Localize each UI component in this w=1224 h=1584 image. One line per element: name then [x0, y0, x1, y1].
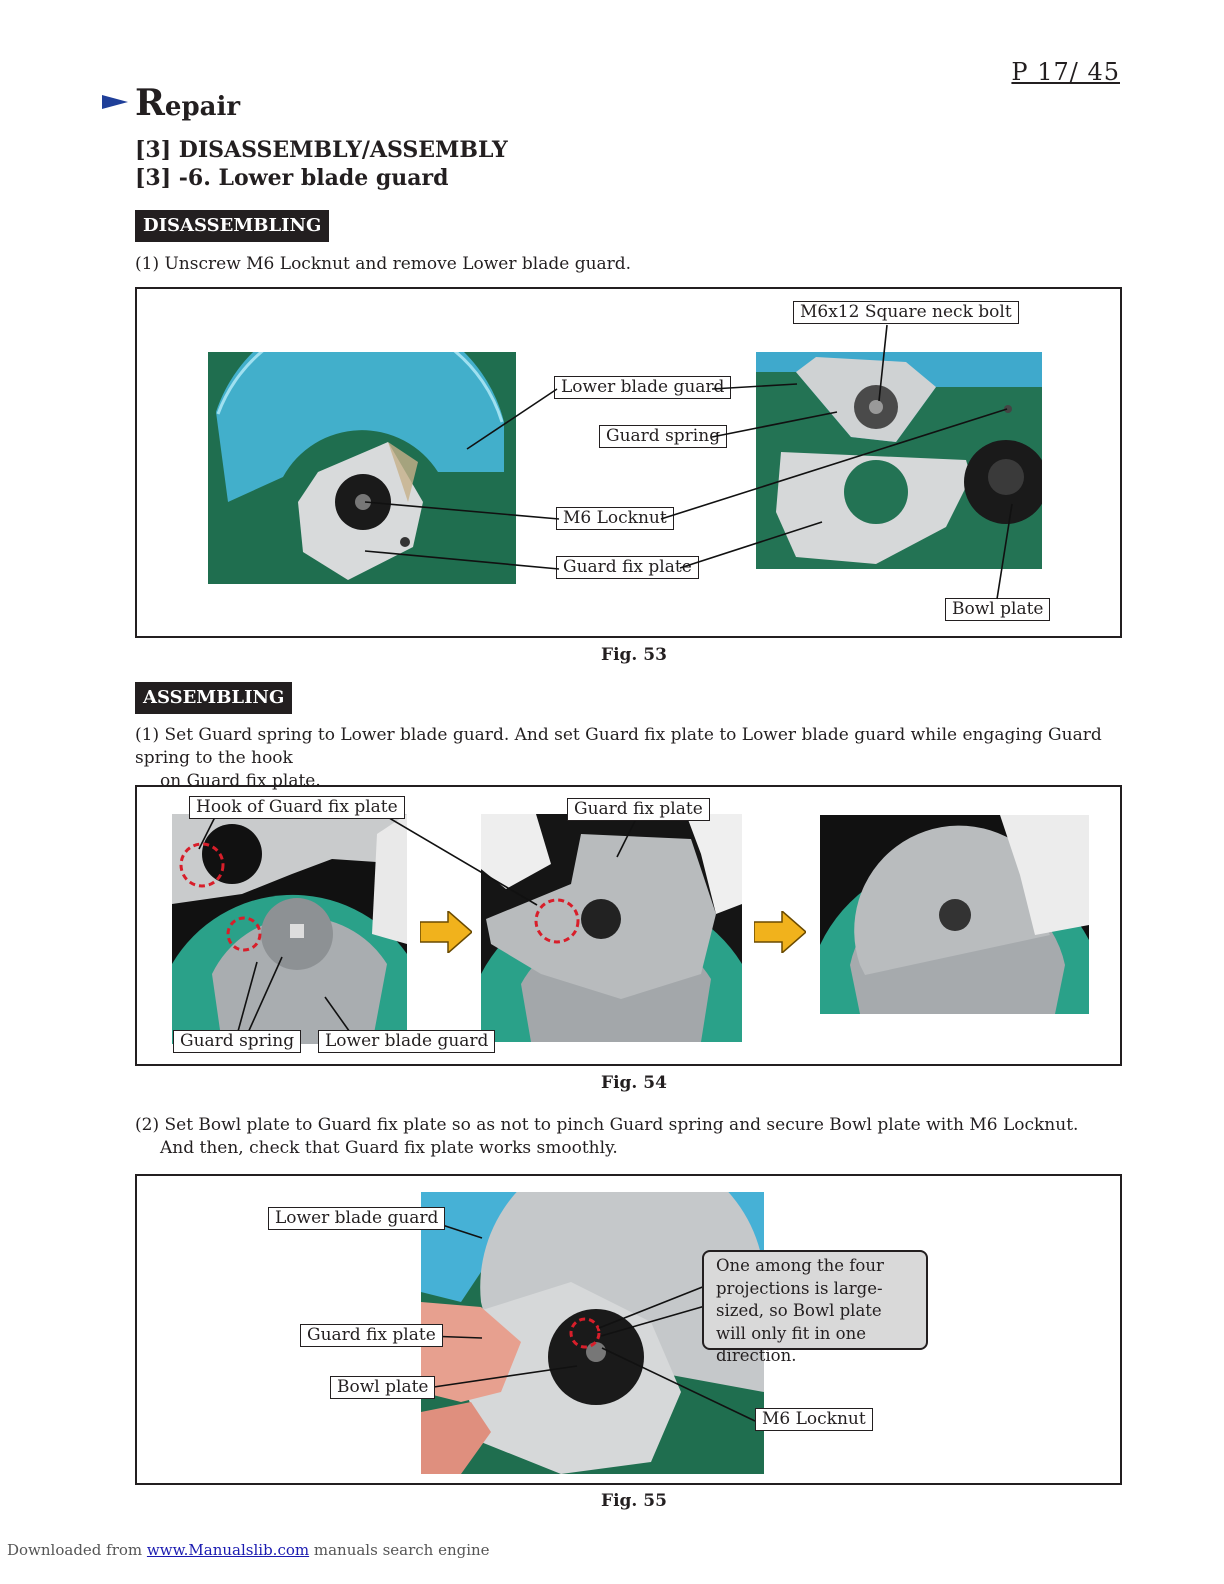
assembling-step-1: (1) Set Guard spring to Lower blade guard. And set Guard fix plate to Lower blade guard while engaging Guard spring to the hook on Guard fix plate.: [135, 725, 1102, 791]
next-step-arrow-icon: [420, 911, 472, 953]
label-hook-of-guard-fix-plate: Hook of Guard fix plate: [189, 796, 405, 819]
figure-55: [135, 1174, 1122, 1485]
disassembling-step-1: (1) Unscrew M6 Locknut and remove Lower blade guard.: [135, 254, 632, 274]
photo-lower-blade-guard-assembled: [208, 352, 516, 584]
label-square-neck-bolt: M6x12 Square neck bolt: [793, 301, 1019, 324]
section-title: [3] DISASSEMBLY/ASSEMBLY: [135, 137, 508, 163]
figure-53: [135, 287, 1122, 638]
figure-55-caption: Fig. 55: [601, 1491, 667, 1511]
photo-setting-guard-fix-plate: [481, 814, 742, 1042]
label-bowl-plate: Bowl plate: [330, 1376, 435, 1399]
page-number: P 17/ 45: [1011, 58, 1120, 86]
next-step-arrow-icon: [754, 911, 806, 953]
photo-spring-on-guard: [172, 814, 407, 1044]
section-arrow-icon: [102, 95, 128, 109]
section-subtitle: [3] -6. Lower blade guard: [135, 165, 449, 191]
manualslib-link[interactable]: www.Manualslib.com: [146, 1541, 310, 1559]
assembling-tag: ASSEMBLING: [135, 682, 292, 714]
assembling-step-2: (2) Set Bowl plate to Guard fix plate so as not to pinch Guard spring and secure Bowl plate with M6 Locknut. And then, check that Guard fix plate works smoothly.: [135, 1115, 1079, 1158]
label-guard-fix-plate: Guard fix plate: [567, 798, 710, 821]
photo-guard-fix-plate-set: [820, 815, 1089, 1014]
footer: Downloaded from www.Manualslib.com manuals search engine: [7, 1541, 490, 1559]
label-guard-fix-plate: Guard fix plate: [300, 1324, 443, 1347]
label-guard-spring: Guard spring: [599, 425, 727, 448]
label-lower-blade-guard: Lower blade guard: [554, 376, 731, 399]
label-m6-locknut: M6 Locknut: [755, 1408, 873, 1431]
figure-54-caption: Fig. 54: [601, 1073, 667, 1093]
label-bowl-plate: Bowl plate: [945, 598, 1050, 621]
photo-lower-blade-guard-disassembled: [756, 352, 1042, 569]
label-m6-locknut: M6 Locknut: [556, 507, 674, 530]
page-heading: Repair: [135, 82, 241, 124]
label-lower-blade-guard: Lower blade guard: [318, 1030, 495, 1053]
disassembling-tag: DISASSEMBLING: [135, 210, 329, 242]
label-guard-spring: Guard spring: [173, 1030, 301, 1053]
label-lower-blade-guard: Lower blade guard: [268, 1207, 445, 1230]
label-guard-fix-plate: Guard fix plate: [556, 556, 699, 579]
figure-54: [135, 785, 1122, 1066]
note-callout-projection: One among the four projections is large-sized, so Bowl plate will only fit in one direction.: [702, 1250, 928, 1350]
figure-53-caption: Fig. 53: [601, 645, 667, 665]
